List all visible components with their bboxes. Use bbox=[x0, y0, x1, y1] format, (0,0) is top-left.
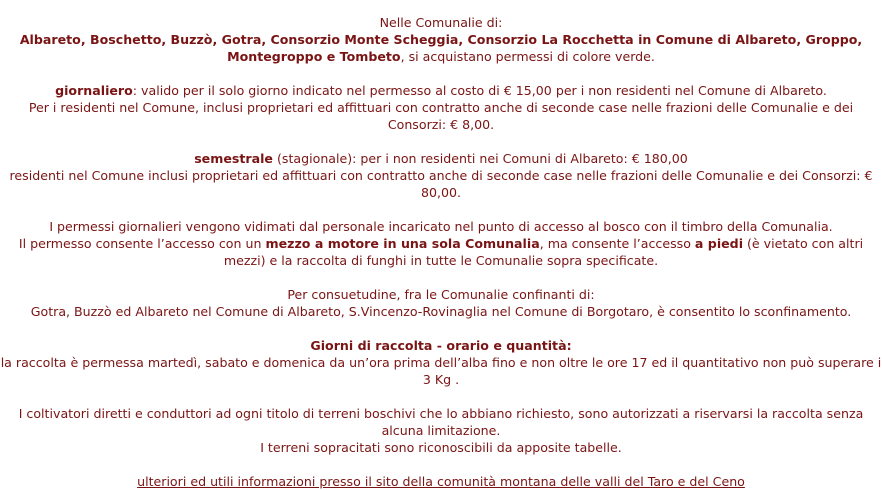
footer bbox=[0, 473, 882, 490]
places-tail: , si acquistano permessi di colore verde. bbox=[400, 49, 655, 64]
daily-term: giornaliero bbox=[55, 83, 133, 98]
daily-residents: Per i residenti nel Comune, inclusi proprietari ed affittuari con contratto anche di seconde case nelle frazioni delle Comunalie e dei Consorzi: € 8,00. bbox=[28, 100, 854, 132]
rules-access-foot: a piedi bbox=[694, 236, 744, 251]
farmers-signs: I terreni sopracitati sono riconoscibili da apposite tabelle. bbox=[260, 440, 622, 455]
days-heading-text: Giorni di raccolta - orario e quantità: bbox=[310, 338, 572, 353]
rules-validation: I permessi giornalieri vengono vidimati dal personale incaricato nel punto di accesso al bosco con il timbro della Comunalia. bbox=[49, 219, 833, 234]
days-heading bbox=[0, 337, 882, 354]
daily-permit bbox=[0, 82, 882, 99]
rules-access-a: Il permesso consente l’accesso con un bbox=[18, 236, 266, 251]
info-link[interactable]: ulteriori ed utili informazioni presso il sito della comunità montana delle valli del Taro e del Ceno bbox=[137, 474, 745, 489]
seasonal-permit bbox=[0, 150, 882, 167]
seasonal-term: semestrale bbox=[194, 151, 273, 166]
intro-places bbox=[0, 31, 882, 65]
days-text: la raccolta è permessa martedì, sabato e domenica da un’ora prima dell’alba fino e non oltre le ore 17 ed il quantitativo non può superare i 3 Kg . bbox=[0, 355, 882, 387]
places-list: Albareto, Boschetto, Buzzò, Gotra, Consorzio Monte Scheggia, Consorzio La Rocchetta in Comune di Albareto, Groppo, Montegroppo e Tombeto bbox=[19, 32, 863, 64]
intro-line: Nelle Comunalie di: bbox=[379, 15, 503, 30]
seasonal-desc: (stagionale): per i non residenti nei Comuni di Albareto: € 180,00 bbox=[272, 151, 688, 166]
farmers-text: I coltivatori diretti e conduttori ad ogni titolo di terreni boschivi che lo abbiano richiesto, sono autorizzati a riservarsi la raccolta senza alcuna limitazione. bbox=[18, 406, 864, 438]
rules-access bbox=[0, 235, 882, 269]
rules-access-motor: mezzo a motore in una sola Comunalia bbox=[265, 236, 540, 251]
seasonal-residents: residenti nel Comune inclusi proprietari ed affittuari con contratto anche di seconde case nelle frazioni delle Comunalie e dei Consorzi: € 80,00. bbox=[9, 168, 873, 200]
daily-desc: : valido per il solo giorno indicato nel permesso al costo di € 15,00 per i non residenti nel Comune di Albareto. bbox=[132, 83, 827, 98]
rules-access-e: (è vietato con altri mezzi) e la raccolta di funghi in tutte le Comunalie sopra specificate. bbox=[223, 236, 864, 268]
rules-access-c: , ma consente l’accesso bbox=[539, 236, 695, 251]
custom-details: Gotra, Buzzò ed Albareto nel Comune di Albareto, S.Vincenzo-Rovinaglia nel Comune di Borgotaro, è consentito lo sconfinamento. bbox=[30, 304, 852, 319]
custom-intro: Per consuetudine, fra le Comunalie confinanti di: bbox=[287, 287, 595, 302]
